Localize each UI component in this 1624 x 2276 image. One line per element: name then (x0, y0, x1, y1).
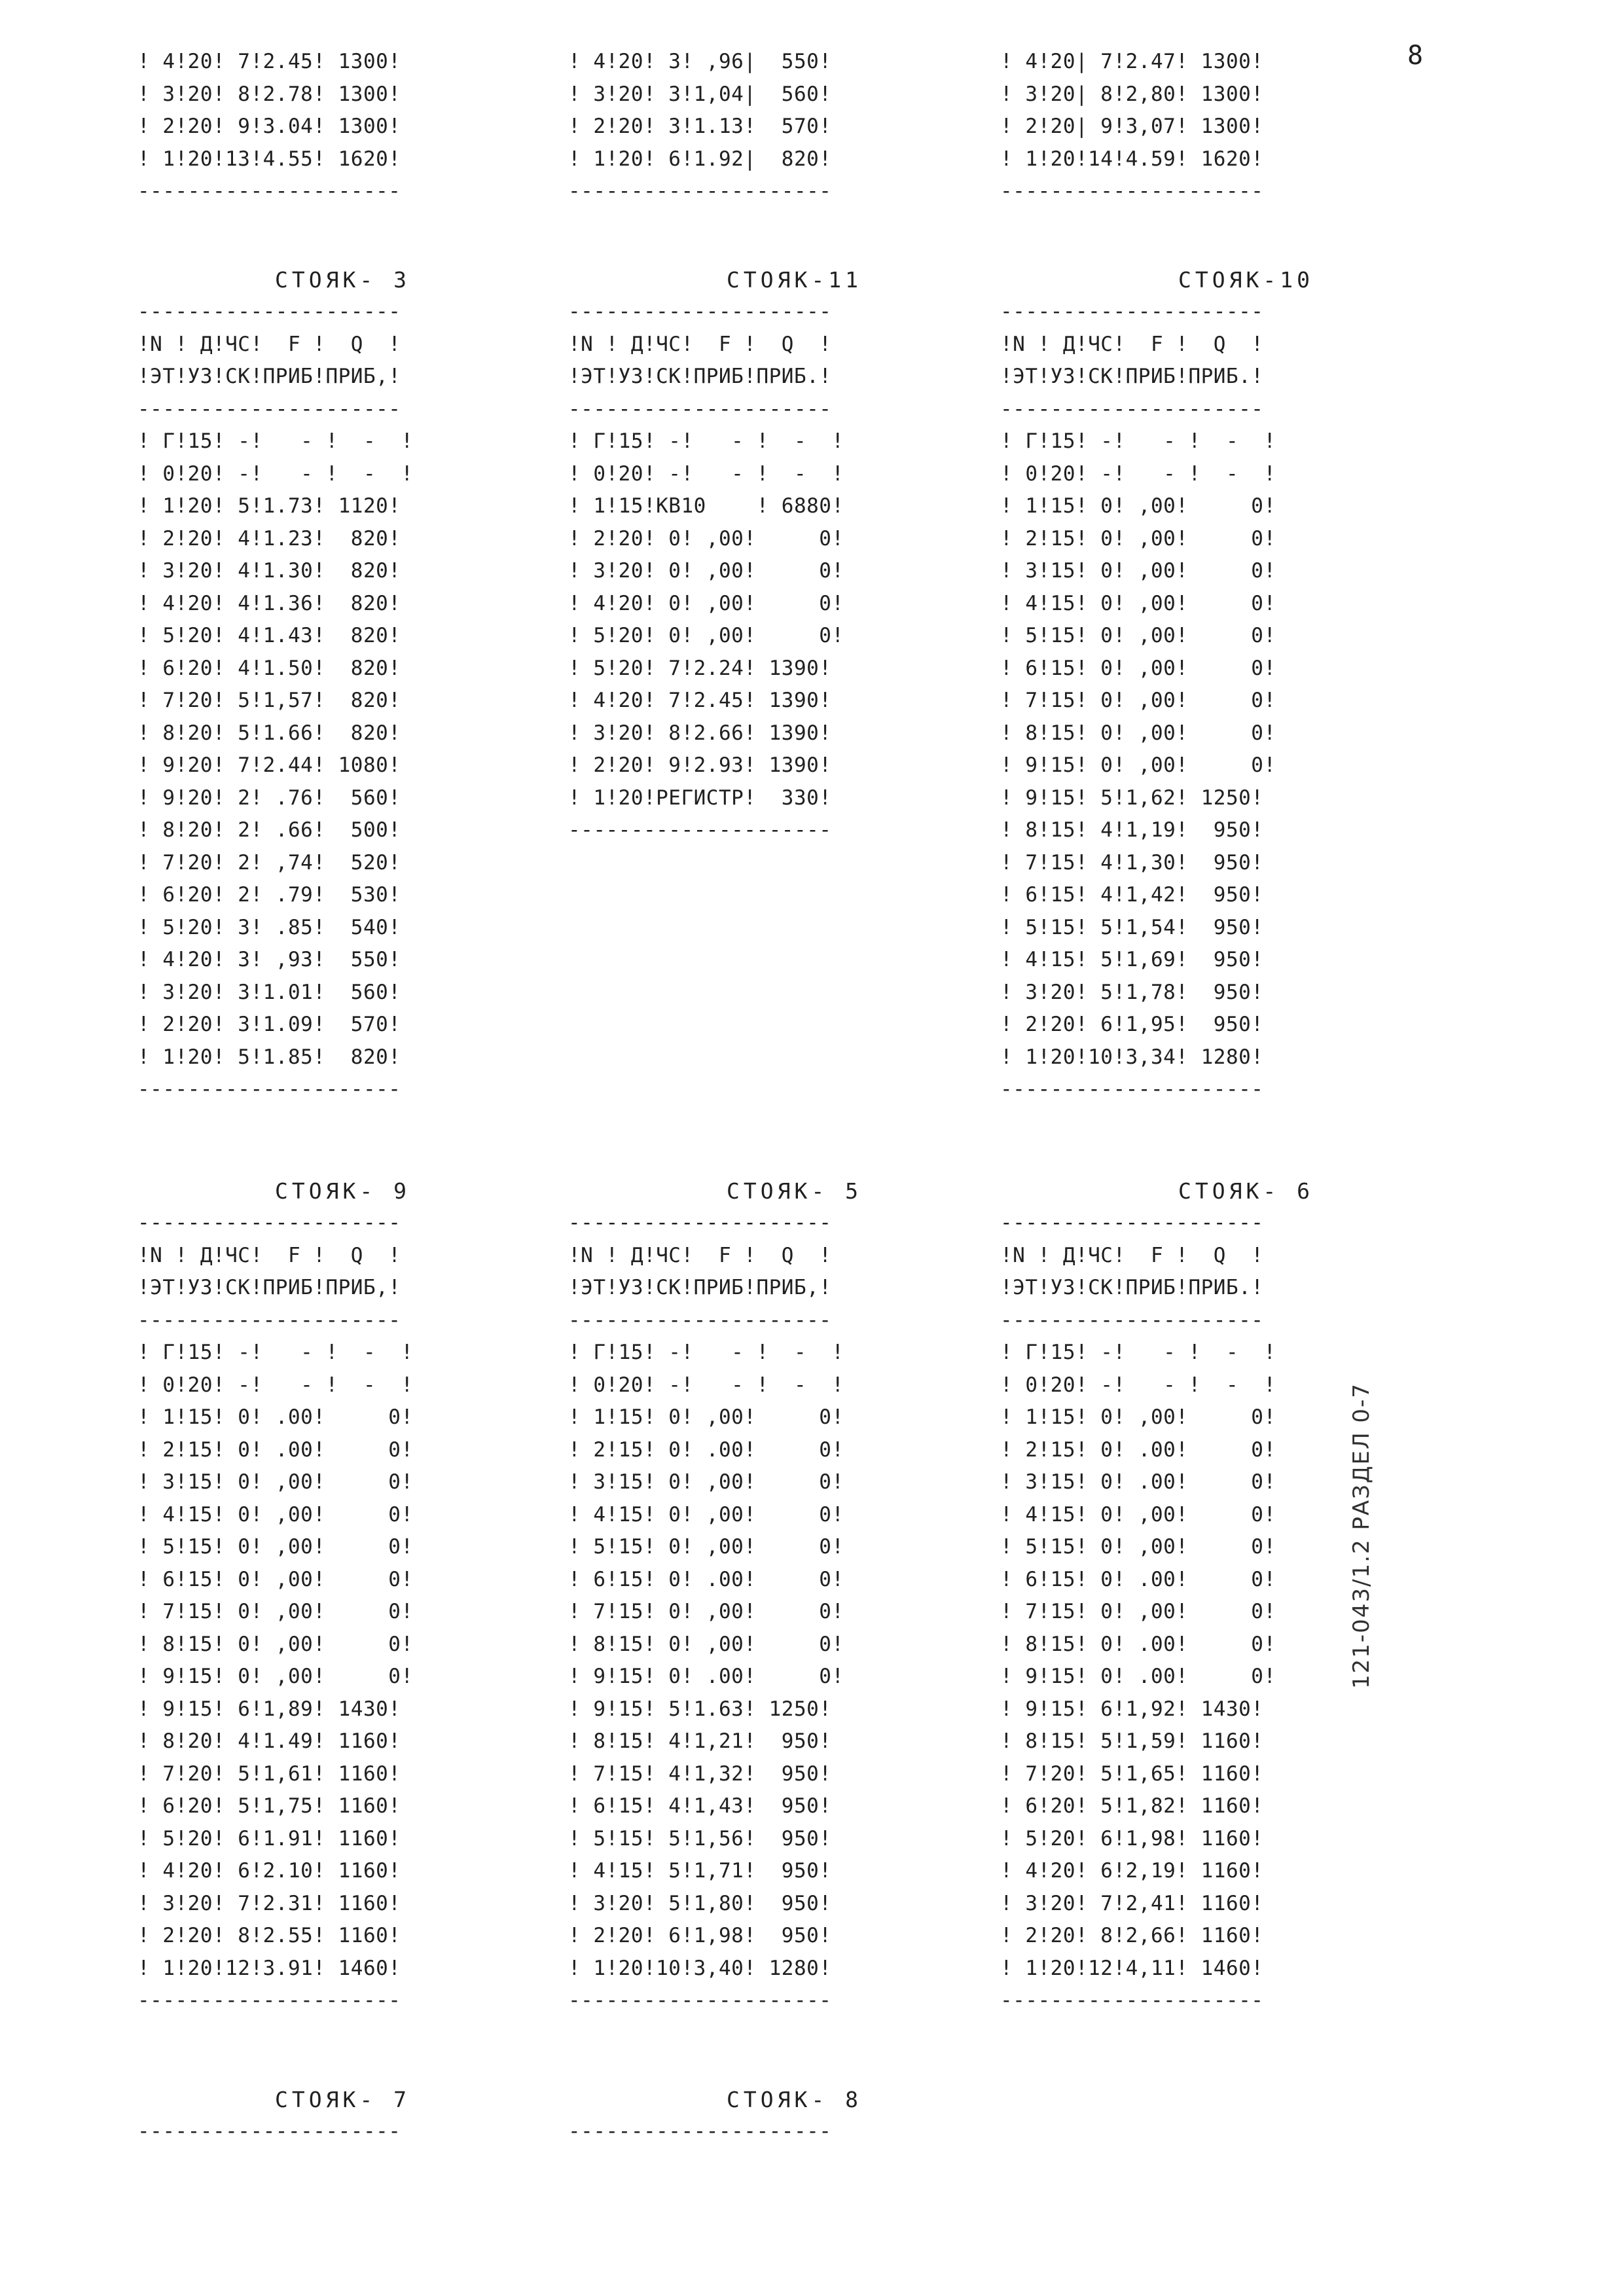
table-row: ! 8!15! 0! ,00! 0! (1000, 721, 1276, 745)
table-row: ! 6!15! 4!1,43! 950! (568, 1794, 832, 1818)
table-row: ! 0!20! -! - ! - ! (568, 461, 844, 486)
table-row: ! 2!20! 6!1,95! 950! (1000, 1013, 1264, 1036)
table-row: ! 0!20! -! - ! - ! (568, 1373, 844, 1397)
page-number: 8 (1407, 41, 1424, 71)
table-row: ! 8!20! 4!1.49! 1160! (137, 1729, 401, 1753)
table-row: ! 4!15! 0! ,00! 0! (568, 1502, 844, 1526)
table-row: ! 7!15! 0! ,00! 0! (568, 1600, 844, 1623)
table-row: ! 8!15! 4!1,19! 950! (1000, 818, 1264, 842)
table-row: ! Г!15! -! - ! - ! (568, 429, 844, 453)
table-row: !ЭТ!УЗ!СК!ПРИБ!ПРИБ,! (137, 365, 401, 388)
margin-note: 121-043/1.2 РАЗДЕЛ 0-7 (1348, 1382, 1375, 1689)
table-rule: --------------------- (568, 818, 832, 842)
riser-table-7-rule: --------------------- (137, 2120, 401, 2143)
table-row: !N ! Д!ЧС! F ! Q ! (1000, 1243, 1264, 1267)
table-row: ! 1!20! 5!1.85! 820! (137, 1045, 401, 1069)
table-row: ! 8!15! 0! ,00! 0! (568, 1632, 844, 1656)
table-rule: --------------------- (137, 300, 401, 323)
table-row: !ЭТ!УЗ!СК!ПРИБ!ПРИБ.! (1000, 365, 1264, 388)
riser-title-8: СТОЯК- 8 (727, 2087, 862, 2112)
table-row: ! 1!20!12!3.91! 1460! (137, 1956, 401, 1980)
table-row: !ЭТ!УЗ!СК!ПРИБ!ПРИБ,! (137, 1276, 401, 1299)
table-row: ! 4!15! 5!1,71! 950! (568, 1859, 832, 1883)
table-rule: --------------------- (1000, 1211, 1264, 1235)
table-row: ! 2!15! 0! .00! 0! (1000, 1437, 1276, 1462)
table-row: !N ! Д!ЧС! F ! Q ! (137, 1243, 401, 1267)
riser-table-3 (137, 296, 414, 1106)
table-row: ! 2!15! 0! ,00! 0! (1000, 526, 1276, 551)
riser-table-9 (137, 1207, 414, 2017)
table-row: ! 7!15! 0! ,00! 0! (1000, 1600, 1276, 1623)
table-row: ! 4!20! 6!2,19! 1160! (1000, 1859, 1264, 1883)
table-row: ! 9!15! 0! ,00! 0! (137, 1665, 414, 1688)
table-fragment-top-middle (568, 46, 831, 208)
table-row: ! 6!20! 4!1.50! 820! (137, 656, 401, 680)
table-row: ! 1!20! 6!1.92| 820! (568, 147, 832, 171)
table-row: ! 5!15! 5!1,56! 950! (568, 1826, 832, 1851)
table-row: ! 3!20! 7!2,41! 1160! (1000, 1891, 1264, 1915)
table-row: ! 1!20!14!4.59! 1620! (1000, 147, 1264, 171)
table-row: ! 1!20!13!4.55! 1620! (137, 147, 401, 171)
table-rule: --------------------- (137, 1308, 401, 1332)
table-row: ! Г!15! -! - ! - ! (1000, 429, 1276, 453)
table-row: ! 5!20! 6!1.91! 1160! (137, 1826, 401, 1851)
table-rule: --------------------- (1000, 397, 1264, 421)
table-fragment-top-right (1000, 46, 1263, 208)
table-row: ! 3!15! 0! .00! 0! (1000, 1470, 1276, 1494)
table-row: ! 7!20! 5!1,57! 820! (137, 689, 401, 712)
table-rule: --------------------- (568, 1211, 832, 1235)
table-row: ! 3!20! 5!1,80! 950! (568, 1891, 832, 1915)
table-row: ! 2!20! 0! ,00! 0! (568, 526, 844, 551)
table-row: ! 4!15! 0! ,00! 0! (1000, 1502, 1276, 1526)
table-row: !ЭТ!УЗ!СК!ПРИБ!ПРИБ,! (568, 1276, 832, 1299)
table-row: ! 5!20! 7!2.24! 1390! (568, 656, 832, 680)
table-row: ! 2!15! 0! .00! 0! (568, 1437, 844, 1462)
table-row: ! Г!15! -! - ! - ! (1000, 1341, 1276, 1364)
table-row: ! 4!15! 0! ,00! 0! (137, 1502, 414, 1526)
table-rule: --------------------- (1000, 1077, 1264, 1101)
table-rule: --------------------- (137, 1989, 401, 2012)
table-row: ! 7!15! 0! ,00! 0! (137, 1600, 414, 1623)
table-row: ! 0!20! -! - ! - ! (1000, 461, 1276, 486)
table-row: ! 2!20! 9!3.04! 1300! (137, 115, 401, 138)
table-rule: --------------------- (137, 1077, 401, 1101)
table-row: ! 8!15! 4!1,21! 950! (568, 1729, 832, 1753)
table-row: ! 4!20! 3! ,93! 550! (137, 948, 401, 971)
table-row: ! 6!20! 5!1,82! 1160! (1000, 1794, 1264, 1818)
table-row: ! 5!20! 4!1.43! 820! (137, 624, 401, 647)
table-row: ! 8!15! 0! .00! 0! (1000, 1632, 1276, 1656)
table-row: ! 3!20! 0! ,00! 0! (568, 559, 844, 583)
table-row: ! 3!20| 8!2,80! 1300! (1000, 82, 1264, 106)
table-row: ! 6!15! 0! ,00! 0! (137, 1567, 414, 1591)
table-rule: --------------------- (1000, 1308, 1264, 1332)
table-row: ! 7!15! 4!1,30! 950! (1000, 850, 1264, 875)
table-row: ! 9!20! 2! .76! 560! (137, 786, 401, 810)
table-row: ! 4!15! 5!1,69! 950! (1000, 948, 1264, 971)
riser-title-7: СТОЯК- 7 (275, 2087, 410, 2112)
table-row: ! 8!15! 5!1,59! 1160! (1000, 1729, 1264, 1753)
table-row: ! 5!20! 6!1,98! 1160! (1000, 1826, 1264, 1851)
table-row: !ЭТ!УЗ!СК!ПРИБ!ПРИБ.! (568, 365, 832, 388)
table-row: ! 9!15! 5!1.63! 1250! (568, 1697, 832, 1721)
table-row: ! 3!15! 0! ,00! 0! (137, 1470, 414, 1494)
table-row: ! 7!20! 2! ,74! 520! (137, 850, 401, 875)
table-row: ! 6!15! 0! .00! 0! (568, 1567, 844, 1591)
table-row: ! 1!20!10!3,34! 1280! (1000, 1045, 1264, 1069)
table-row: ! Г!15! -! - ! - ! (568, 1341, 844, 1364)
riser-table-8-rule: --------------------- (568, 2120, 832, 2143)
table-rule: --------------------- (568, 300, 832, 323)
table-row: ! 8!20! 5!1.66! 820! (137, 721, 401, 745)
table-rule: --------------------- (568, 1989, 832, 2012)
table-row: ! 5!20! 0! ,00! 0! (568, 624, 844, 647)
table-row: ! 8!15! 0! ,00! 0! (137, 1632, 414, 1656)
table-row: ! 4!20| 7!2.47! 1300! (1000, 50, 1264, 73)
table-row: ! 3!15! 0! ,00! 0! (568, 1470, 844, 1494)
table-row: ! 3!20! 3!1,04| 560! (568, 82, 832, 106)
table-row: ! 7!20! 5!1,65! 1160! (1000, 1761, 1264, 1786)
table-row: ! 1!20!12!4,11! 1460! (1000, 1956, 1264, 1980)
table-row: ! 1!20!РЕГИСТР! 330! (568, 786, 832, 810)
table-row: ! 1!15! 0! .00! 0! (137, 1405, 414, 1429)
table-rule: --------------------- (1000, 179, 1264, 203)
table-row: ! 2!20! 8!2,66! 1160! (1000, 1924, 1264, 1947)
table-rule: --------------------- (137, 179, 401, 203)
table-row: ! 7!15! 4!1,32! 950! (568, 1761, 832, 1786)
riser-title-10: СТОЯК-10 (1178, 267, 1314, 293)
table-row: !ЭТ!УЗ!СК!ПРИБ!ПРИБ.! (1000, 1276, 1264, 1299)
table-row: ! Г!15! -! - ! - ! (137, 429, 414, 453)
table-rule: --------------------- (1000, 300, 1264, 323)
table-row: ! 5!15! 0! ,00! 0! (568, 1535, 844, 1559)
table-row: ! 5!15! 5!1,54! 950! (1000, 915, 1264, 939)
riser-table-6 (1000, 1207, 1276, 2017)
table-rule: --------------------- (137, 1211, 401, 1235)
table-row: ! 4!20! 7!2.45! 1300! (137, 50, 401, 73)
table-rule: --------------------- (568, 179, 832, 203)
table-row: ! Г!15! -! - ! - ! (137, 1341, 414, 1364)
table-row: ! 6!15! 0! ,00! 0! (1000, 656, 1276, 680)
table-rule: --------------------- (568, 397, 832, 421)
table-row: ! 9!15! 6!1,89! 1430! (137, 1697, 401, 1721)
table-row: ! 1!20! 5!1.73! 1120! (137, 494, 401, 518)
table-row: ! 4!20! 4!1.36! 820! (137, 591, 401, 615)
table-row: ! 1!15! 0! ,00! 0! (568, 1405, 844, 1429)
table-row: ! 1!15!КВ10 ! 6880! (568, 494, 844, 518)
table-row: ! 9!15! 0! .00! 0! (568, 1665, 844, 1688)
table-row: ! 5!15! 0! ,00! 0! (1000, 624, 1276, 647)
table-row: ! 3!20! 7!2.31! 1160! (137, 1891, 401, 1915)
table-row: ! 3!15! 0! ,00! 0! (1000, 559, 1276, 583)
table-row: ! 4!20! 3! ,96| 550! (568, 50, 832, 73)
riser-table-10 (1000, 296, 1276, 1106)
riser-table-11 (568, 296, 844, 847)
table-row: ! 2!20| 9!3,07! 1300! (1000, 115, 1264, 138)
table-row: ! 3!20! 3!1.01! 560! (137, 980, 401, 1004)
table-rule: --------------------- (137, 397, 401, 421)
table-row: ! 7!15! 0! ,00! 0! (1000, 689, 1276, 712)
table-row: !N ! Д!ЧС! F ! Q ! (568, 332, 832, 356)
table-row: ! 3!20! 8!2.78! 1300! (137, 82, 401, 106)
table-row: ! 6!20! 5!1,75! 1160! (137, 1794, 401, 1818)
table-row: ! 2!20! 6!1,98! 950! (568, 1924, 832, 1947)
riser-title-3: СТОЯК- 3 (275, 267, 410, 293)
riser-title-9: СТОЯК- 9 (275, 1178, 410, 1204)
riser-table-5 (568, 1207, 844, 2017)
table-row: ! 2!20! 4!1.23! 820! (137, 526, 401, 551)
table-row: ! 6!20! 2! .79! 530! (137, 883, 401, 907)
table-row: ! 8!20! 2! .66! 500! (137, 818, 401, 842)
table-row: ! 9!15! 6!1,92! 1430! (1000, 1697, 1264, 1721)
table-row: ! 4!20! 7!2.45! 1390! (568, 689, 832, 712)
table-row: ! 2!20! 3!1.09! 570! (137, 1013, 401, 1036)
table-row: ! 9!20! 7!2.44! 1080! (137, 753, 401, 777)
table-row: ! 5!20! 3! .85! 540! (137, 915, 401, 939)
table-fragment-top-left (137, 46, 401, 208)
table-row: ! 9!15! 5!1,62! 1250! (1000, 786, 1264, 810)
table-row: ! 0!20! -! - ! - ! (137, 461, 414, 486)
table-row: ! 2!20! 3!1.13! 570! (568, 115, 832, 138)
table-row: ! 2!20! 8!2.55! 1160! (137, 1924, 401, 1947)
table-row: ! 2!15! 0! .00! 0! (137, 1437, 414, 1462)
table-row: ! 6!15! 4!1,42! 950! (1000, 883, 1264, 907)
table-rule: --------------------- (568, 1308, 832, 1332)
table-row: ! 3!20! 4!1.30! 820! (137, 559, 401, 583)
table-rule: --------------------- (1000, 1989, 1264, 2012)
table-row: ! 4!15! 0! ,00! 0! (1000, 591, 1276, 615)
table-row: ! 3!20! 5!1,78! 950! (1000, 980, 1264, 1004)
table-row: ! 1!15! 0! ,00! 0! (1000, 494, 1276, 518)
riser-title-5: СТОЯК- 5 (727, 1178, 862, 1204)
table-row: ! 0!20! -! - ! - ! (1000, 1373, 1276, 1397)
table-row: ! 4!20! 0! ,00! 0! (568, 591, 844, 615)
table-row: ! 2!20! 9!2.93! 1390! (568, 753, 832, 777)
table-row: ! 9!15! 0! ,00! 0! (1000, 753, 1276, 777)
table-row: !N ! Д!ЧС! F ! Q ! (568, 1243, 832, 1267)
table-row: ! 1!20!10!3,40! 1280! (568, 1956, 832, 1980)
table-row: ! 6!15! 0! .00! 0! (1000, 1567, 1276, 1591)
table-row: !N ! Д!ЧС! F ! Q ! (1000, 332, 1264, 356)
riser-title-11: СТОЯК-11 (727, 267, 862, 293)
table-row: ! 9!15! 0! .00! 0! (1000, 1665, 1276, 1688)
table-row: !N ! Д!ЧС! F ! Q ! (137, 332, 401, 356)
table-row: ! 3!20! 8!2.66! 1390! (568, 721, 832, 745)
table-row: ! 0!20! -! - ! - ! (137, 1373, 414, 1397)
table-row: ! 5!15! 0! ,00! 0! (137, 1535, 414, 1559)
table-row: ! 4!20! 6!2.10! 1160! (137, 1859, 401, 1883)
table-row: ! 1!15! 0! ,00! 0! (1000, 1405, 1276, 1429)
table-row: ! 7!20! 5!1,61! 1160! (137, 1761, 401, 1786)
riser-title-6: СТОЯК- 6 (1178, 1178, 1314, 1204)
table-row: ! 5!15! 0! ,00! 0! (1000, 1535, 1276, 1559)
